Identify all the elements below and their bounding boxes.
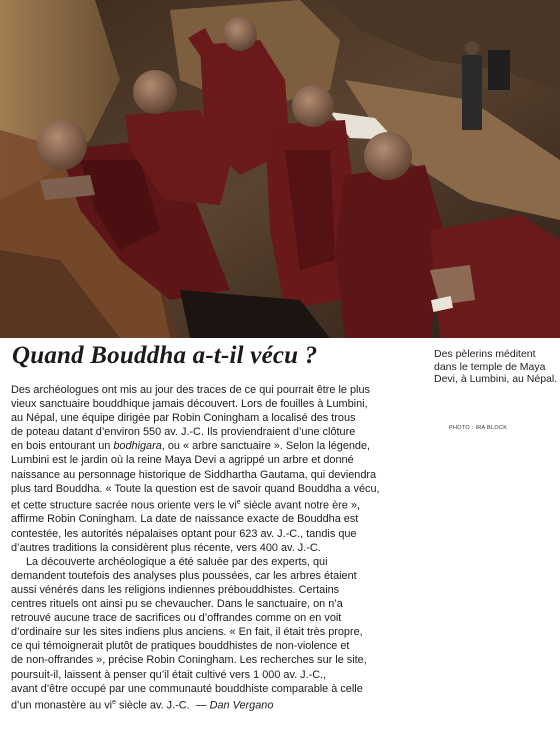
body-line: contestée, les autorités népalaises optant pour 623 av. J.-C., tandis que <box>11 527 357 540</box>
body-line: de poteau datant d’environ 550 av. J.-C. Ils proviendraient d’une clôture <box>11 426 356 439</box>
italic-term: bodhigara <box>113 440 162 453</box>
body-line: de non-offrandes », précise Robin Coningham. Les recherches sur le site, <box>11 654 367 667</box>
photo-credit: PHOTO : IRA BLOCK <box>449 425 508 431</box>
article-title: Quand Bouddha a-t-il vécu ? <box>12 342 318 369</box>
body-line: vieux sanctuaire bouddhique jamais découvert. Lors de fouilles à Lumbini, <box>11 398 368 411</box>
body-line: en bois entourant un bodhigara, ou « arbre sanctuaire ». Selon la légende, <box>11 440 371 453</box>
body-line: affirme Robin Coningham. La date de naissance exacte de Bouddha est <box>11 513 359 526</box>
body-line: Lumbini est le jardin où la reine Maya Devi a agrippé un arbre et donné <box>11 454 354 467</box>
article-photo <box>0 0 560 338</box>
body-line: d’ordinaire sur les sites indiens plus anciens. « En fait, il était très propre, <box>11 626 363 639</box>
body-line: centres rituels ont ainsi pu se chevaucher. Dans le sanctuaire, on n’a <box>11 598 343 611</box>
body-line: Des archéologues ont mis au jour des traces de ce qui pourrait être le plus <box>11 384 370 396</box>
body-line: naissance au personnage historique de Siddhartha Gautama, qui deviendra <box>11 468 377 481</box>
body-line: plus tard Bouddha. « Toute la question est de savoir quand Bouddha a vécu, <box>11 482 380 495</box>
body-line: d’un monastère au $vi^e$ siècle av. J.-C. — Dan Vergano <box>11 698 274 712</box>
body-line: retrouvé aucune trace de sacrifices ou d’offrandes comme on en voit <box>11 612 342 625</box>
body-line: avant d’être occupé par une communauté bouddhiste comparable à celle <box>11 682 363 695</box>
body-line: aussi vénérés dans les religions indiennes prébouddhistes. Certains <box>11 583 340 596</box>
body-line: poursuit-il, laissent à penser qu’il était cultivé vers 1 000 av. J.-C., <box>11 668 327 681</box>
body-line: d’autres traditions la considèrent plus récente, vers 400 av. J.-C. <box>11 541 321 554</box>
body-line: au Népal, une équipe dirigée par Robin Coningham a localisé des trous <box>11 412 356 425</box>
body-line: demandent toutefois des analyses plus poussées, car les arbres étaient <box>11 569 357 582</box>
body-line: ce qui témoignerait plutôt de pratiques bouddhistes de non-violence et <box>11 640 350 653</box>
article-body <box>11 383 431 712</box>
author-byline: — Dan Vergano <box>195 699 274 712</box>
photo-caption: Des pèlerins méditent dans le temple de Maya Devi, à Lumbini, au Népal. <box>434 348 558 385</box>
body-line: et cette structure sacrée nous oriente vers le $vi^e$ siècle avant notre ère », <box>11 498 360 512</box>
body-line: La découverte archéologique a été saluée par des experts, qui <box>26 555 328 568</box>
